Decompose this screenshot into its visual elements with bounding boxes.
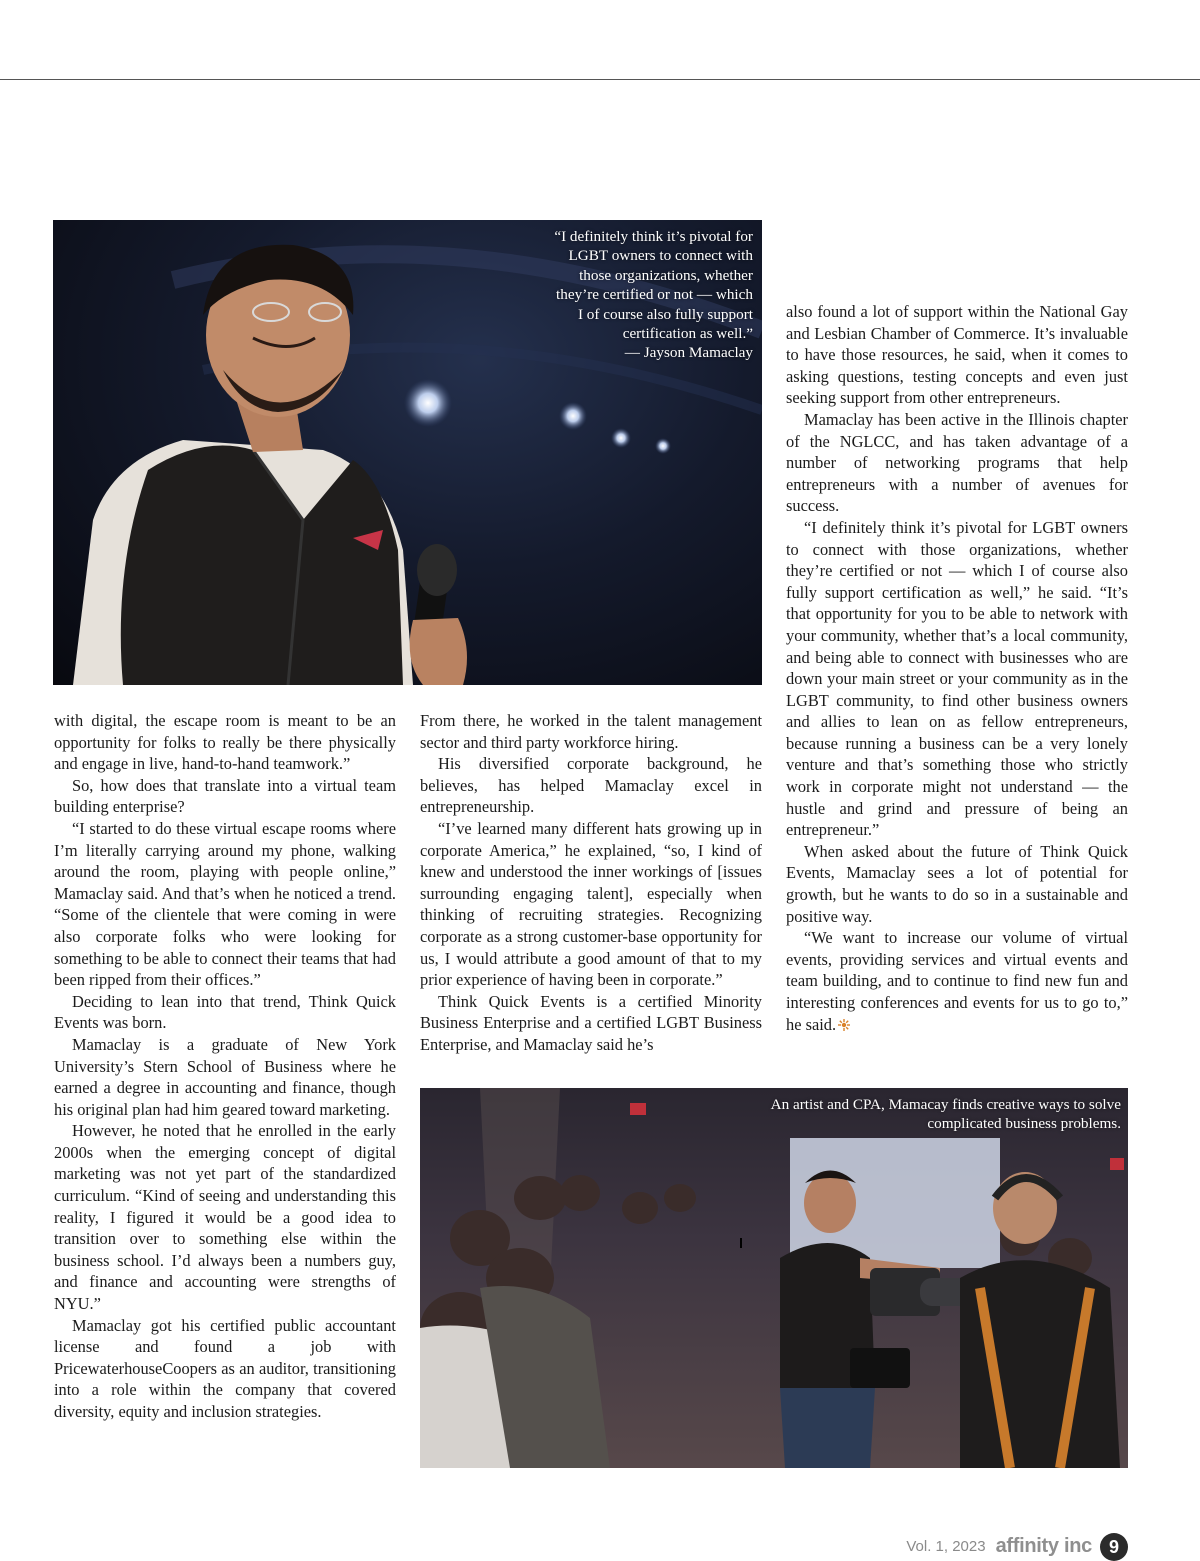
event-photo [420,1088,1128,1468]
caption-line: “I definitely think it’s pivotal for [554,228,753,245]
paragraph: Mamaclay got his certified public accountant license and found a job with PricewaterhouseCoopers as an auditor, transitioning into a role within the company that covered diversity, equity and inclusion strategies. [54,1315,396,1421]
paragraph: However, he noted that he enrolled in the early 2000s when the emerging concept of digital marketing was not yet part of the standardized curriculum. “Kind of seeing and understanding this reality, I figured it would be a good idea to transition over to something else within the business school. I’d always been a numbers guy, and finance and accounting were strengths of NYU.” [54,1121,396,1314]
end-mark-icon [838,1019,850,1031]
volume-label: Vol. 1, 2023 [906,1538,986,1555]
caption-line: An artist and CPA, Mamacay finds creative ways to solve [770,1096,1121,1113]
page-number-badge: 9 [1100,1533,1128,1561]
paragraph: His diversified corporate background, he believes, has helped Mamaclay excel in entrepreneurship. [420,754,762,817]
speaker-quote-caption [453,227,753,363]
publication-brand: affinity inc [995,1535,1092,1557]
paragraph: Mamaclay is a graduate of New York University’s Stern School of Business where he earned a degree in accounting and finance, though his original plan had him geared toward marketing. [54,1034,396,1119]
paragraph-text: “We want to increase our volume of virtual events, providing services and virtual events and team building, and to continue to find new fun and interesting conferences and events for us to go to,” he said. [786,928,1128,1034]
caption-line: those organizations, whether [579,266,753,284]
paragraph-final [786,927,1128,1035]
paragraph: So, how does that translate into a virtual team building enterprise? [54,775,396,817]
caption-line: certification as well.” [622,325,753,343]
paragraph: “I started to do these virtual escape rooms where I’m literally carrying around my phone, walking around the room, playing with people online,” Mamaclay said. And that’s when he noticed a trend. “Some of the clientele that were coming in were also corporate folks who were looking for something to be able to connect their teams that had been ripped from their offices.” [54,818,396,990]
caption-attribution: — Jayson Mamaclay [624,344,753,362]
caption-line: I of course also fully support [577,305,753,323]
event-illustration [420,1088,1128,1468]
paragraph: “I definitely think it’s pivotal for LGBT owners to connect with those organizations, whether they’re certified or not — which I of course also fully support certification as well,” he said. “It’s that opportunity for you to be able to network with your community, whether that’s a local community, and being able to connect with businesses who are down your main street or your community as in the LGBT community, to find other business owners and allies to lean on as fellow entrepreneurs, because running a business can be a very lonely venture and that’s something those who strictly work in corporate might not understand — the hustle and grind and pressure of being an entrepreneur.” [786,517,1128,840]
article-column-1 [54,710,396,1423]
article-column-3 [786,301,1128,1035]
speaker-photo [53,220,762,685]
paragraph: with digital, the escape room is meant to be an opportunity for folks to really be there physically and engage in live, hand-to-hand teamwork.” [54,711,396,774]
paragraph: When asked about the future of Think Quick Events, Mamaclay sees a lot of potential for growth, but he wants to do so in a sustainable and positive way. [786,841,1128,926]
page-footer [906,1535,1092,1558]
paragraph: From there, he worked in the talent management sector and third party workforce hiring. [420,711,762,752]
caption-line: LGBT owners to connect with [568,247,753,265]
paragraph: also found a lot of support within the National Gay and Lesbian Chamber of Commerce. It’s invaluable to have those resources, he said, when it comes to asking questions, testing concepts and even just seeking support from other entrepreneurs. [786,302,1128,408]
caption-line: complicated business problems. [927,1115,1121,1133]
paragraph: Think Quick Events is a certified Minority Business Enterprise and a certified LGBT Business Enterprise, and Mamaclay said he’s [420,991,762,1054]
article-column-2 [420,710,762,1056]
paragraph: Mamaclay has been active in the Illinois chapter of the NGLCC, and has taken advantage of a number of networking programs that help entrepreneurs with a number of avenues for success. [786,409,1128,516]
paragraph: “I’ve learned many different hats growing up in corporate America,” he explained, “so, I kind of knew and understood the inner workings of [issues surrounding engaging talent], especially when thinking of recruiting strategies. Recognizing corporate as a strong customer-base opportunity for us, I would attribute a good amount of that to my prior experience of having been in corporate.” [420,818,762,990]
event-photo-caption [691,1095,1121,1134]
caption-line: they’re certified or not — which [556,286,753,304]
paragraph: Deciding to lean into that trend, Think Quick Events was born. [54,991,396,1033]
header-rule [0,79,1200,80]
